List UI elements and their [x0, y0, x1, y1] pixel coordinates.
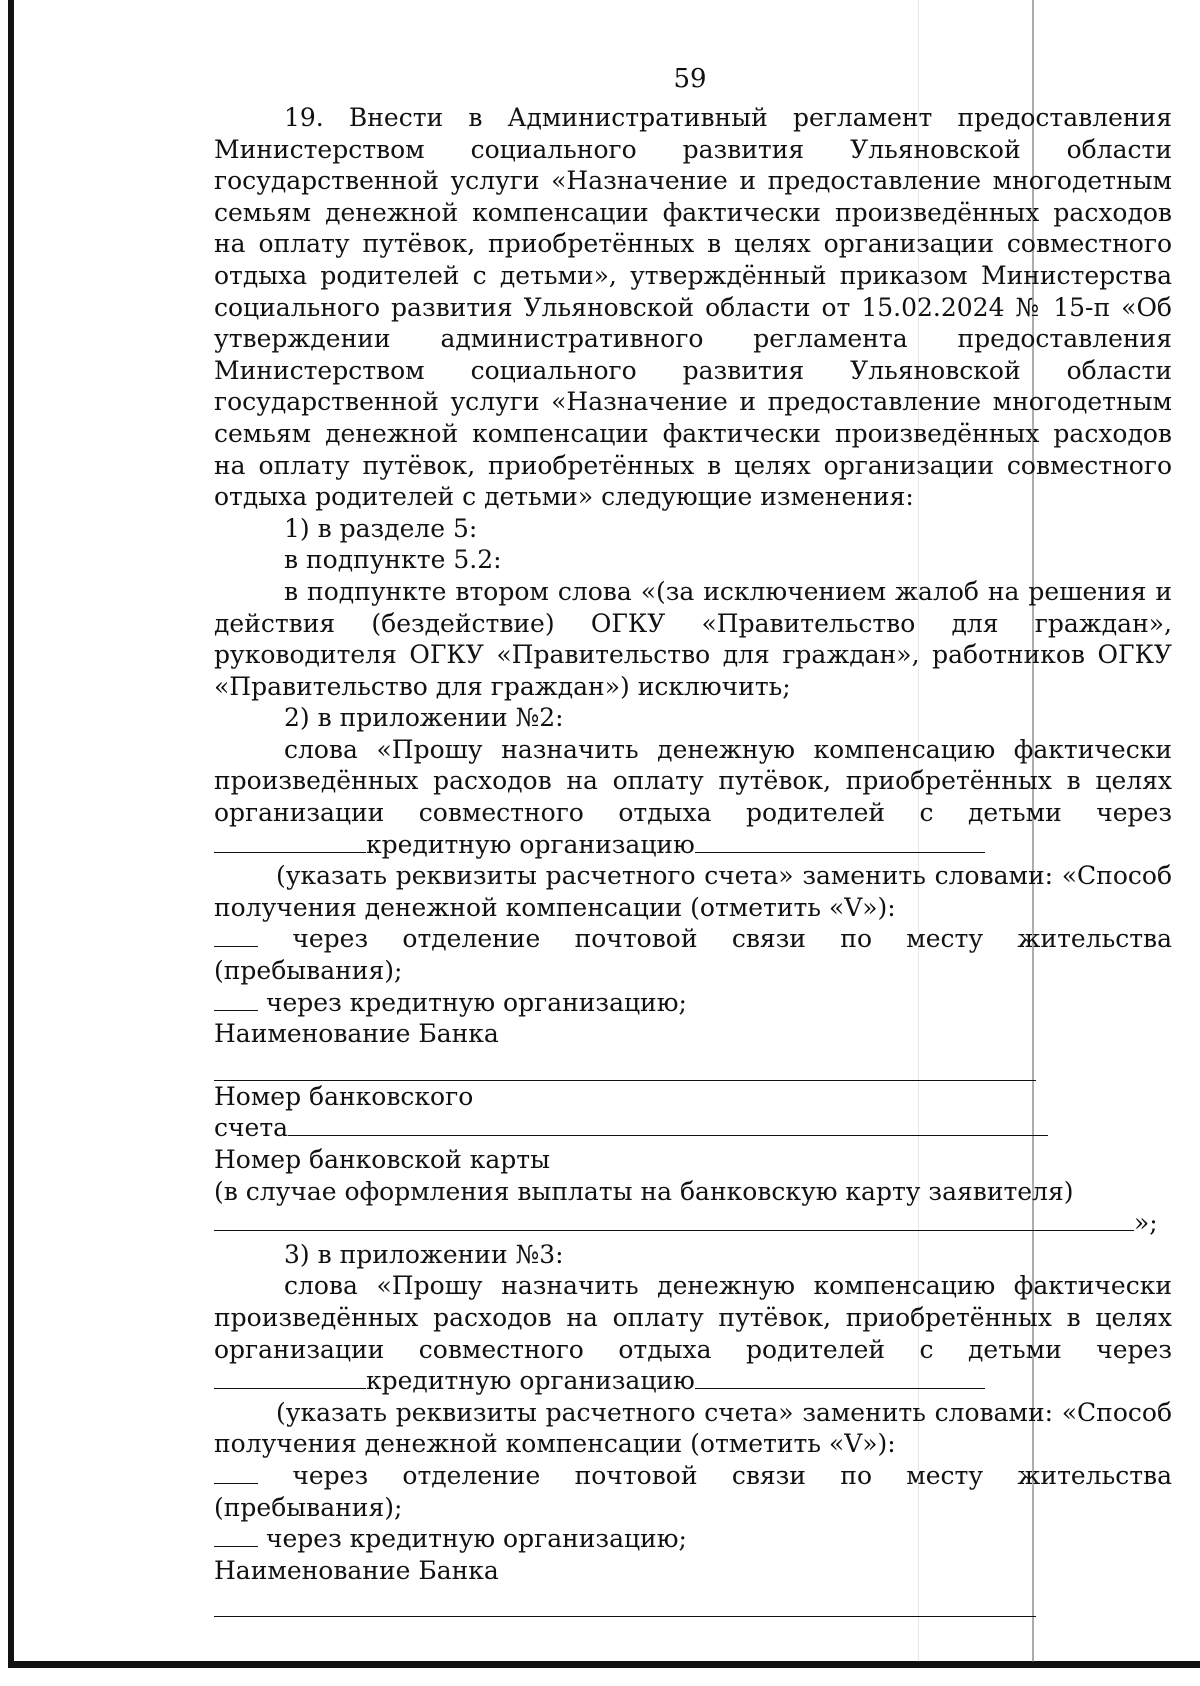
section-5-amendment: в подпункте втором слова «(за исключением жалоб на решения и действия (бездействие) ОГКУ «Правительство для граждан», руководителя ОГКУ «Правительство для граждан», работников ОГКУ «Правительство для граждан») исключить;	[214, 576, 1172, 701]
checkbox-blank	[214, 1523, 258, 1547]
scan-edge-bottom	[8, 1661, 1200, 1668]
appendix-3-heading: 3) в приложении №3:	[284, 1239, 564, 1269]
credit-org-label: кредитную организацию	[366, 829, 695, 859]
closing-quote: »;	[1134, 1208, 1158, 1238]
bank-name-blank	[214, 1050, 1036, 1081]
blank-field	[214, 1365, 366, 1389]
page-number: 59	[673, 64, 707, 94]
account-label: Номер банковского	[214, 1081, 474, 1111]
card-note: (в случае оформления выплаты на банковскую карту заявителя)	[214, 1176, 1074, 1206]
appendix-3-old-text: слова «Прошу назначить денежную компенсацию фактически произведённых расходов на оплату путёвок, приобретённых в целях организации совместного отдыха родителей с детьми через	[214, 1271, 1172, 1364]
option-post-label: через отделение почтовой связи по месту жительства (пребывания);	[214, 1460, 1172, 1522]
account-label-2: счета	[214, 1113, 289, 1143]
appendix-2-credit-org-line	[214, 829, 1172, 861]
appendix-2-heading: 2) в приложении №2:	[284, 703, 564, 733]
option-post-row	[214, 923, 1172, 986]
appendix-3-credit-org-line	[214, 1365, 1172, 1397]
bank-name-label: Наименование Банка	[214, 1019, 499, 1049]
card-label: Номер банковской карты	[214, 1145, 550, 1174]
appendix-3-replace-text: (указать реквизиты расчетного счета» заменить словами: «Способ получения денежной компенсации (отметить «V»):	[214, 1397, 1172, 1459]
account-row	[214, 1112, 1172, 1144]
checkbox-blank	[214, 1460, 258, 1484]
bank-name-label: Наименование Банка	[214, 1555, 499, 1585]
subclause-5-2-heading: в подпункте 5.2:	[284, 545, 502, 575]
option-credit-label: через кредитную организацию;	[265, 987, 687, 1017]
option-credit-row	[214, 1523, 1172, 1555]
section-5-heading: 1) в разделе 5:	[284, 513, 478, 543]
checkbox-blank	[214, 923, 258, 947]
document-body	[214, 102, 1172, 1617]
option-post-row	[214, 1460, 1172, 1523]
option-post-label: через отделение почтовой связи по месту жительства (пребывания);	[214, 924, 1172, 986]
checkbox-blank	[214, 987, 258, 1011]
blank-field	[695, 1365, 985, 1389]
item-19-paragraph: 19. Внести в Административный регламент предоставления Министерством социального развития Ульяновской области государственной услуги «Назначение и предоставление многодетным семьям денежной компенсации фактически произведённых расходов на оплату путёвок, приобретённых в целях организации совместного отдыха родителей с детьми», утверждённый приказом Министерства социального развития Ульяновской области от 15.02.2024 № 15-п «Об утверждении административного регламента предоставления Министерством социального развития Ульяновской области государственной услуги «Назначение и предоставление многодетным семьям денежной компенсации фактически произведённых расходов на оплату путёвок, приобретённых в целях организации совместного отдыха родителей с детьми» следующие изменения:	[214, 103, 1172, 512]
credit-org-label: кредитную организацию	[366, 1366, 695, 1396]
account-blank	[288, 1112, 1048, 1136]
option-credit-row	[214, 987, 1172, 1019]
card-row	[214, 1207, 1172, 1239]
appendix-2-old-text: слова «Прошу назначить денежную компенсацию фактически произведённых расходов на оплату путёвок, приобретённых в целях организации совместного отдыха родителей с детьми через	[214, 734, 1172, 828]
blank-field	[695, 829, 985, 853]
appendix-2-replace-text: (указать реквизиты расчетного счета» заменить словами: «Способ получения денежной компенсации (отметить «V»):	[214, 861, 1172, 922]
scan-edge-left	[8, 0, 14, 1662]
card-blank	[214, 1207, 1134, 1231]
bank-name-blank	[214, 1586, 1036, 1617]
option-credit-label: через кредитную организацию;	[265, 1524, 687, 1554]
blank-field	[214, 829, 366, 853]
